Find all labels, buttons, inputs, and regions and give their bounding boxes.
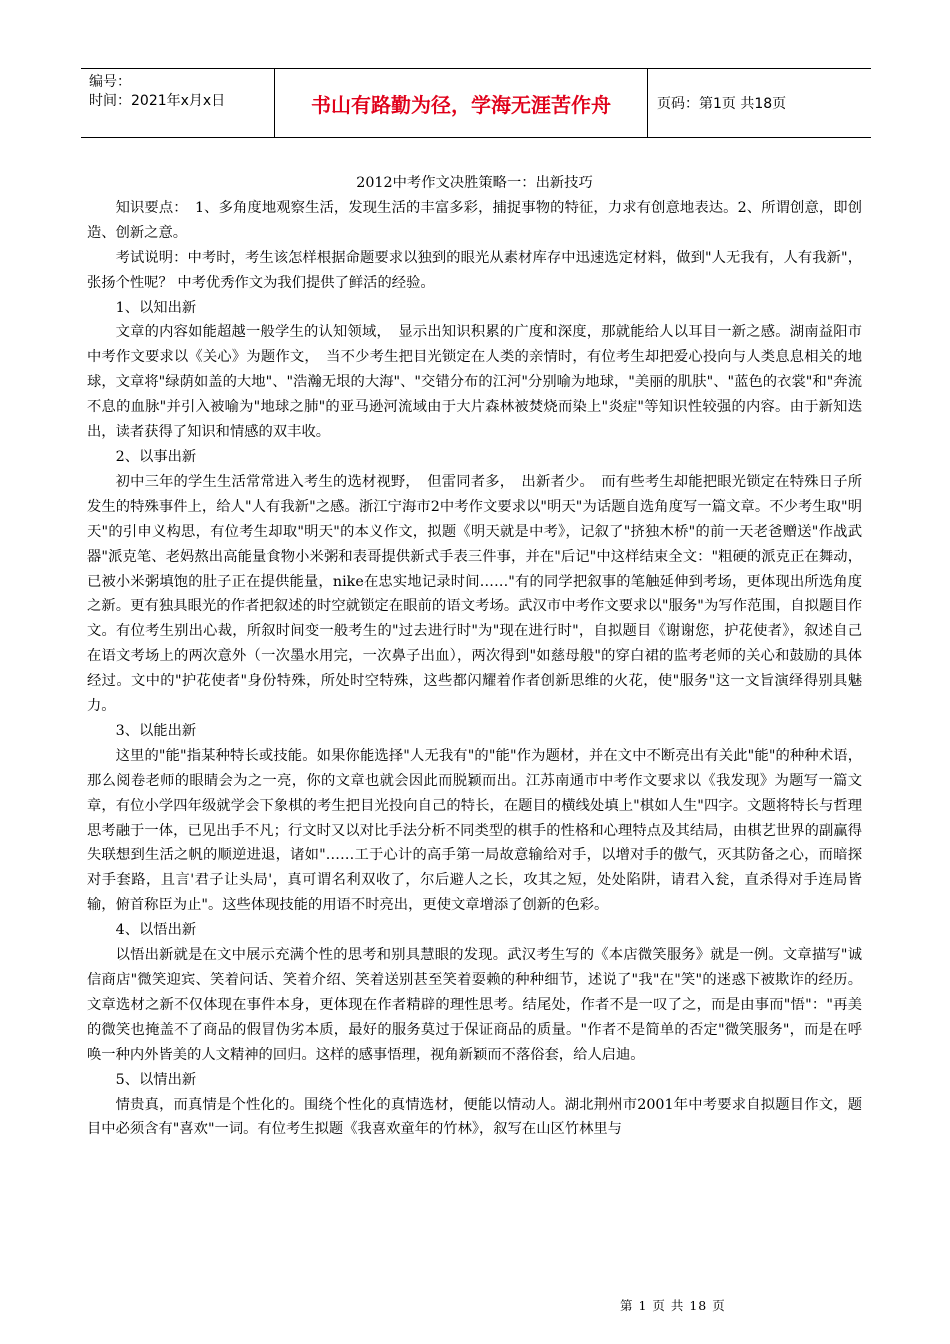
page-header: [81, 68, 871, 138]
section-heading: 4、以悟出新: [115, 922, 197, 939]
header-motto: 书山有路勤为径，学海无涯苦作舟: [275, 69, 648, 137]
paragraph: 情贵真，而真情是个性化的。围绕个性化的真情选材，便能以情动人。湖北荆州市2001年中考要求自拟题目作文，题目中必须含有"喜欢"一词。有位考生拟题《我喜欢童年的竹林》，叙写在山区竹林里与: [87, 1096, 862, 1138]
document-title: 2012中考作文决胜策略一：出新技巧: [356, 175, 593, 191]
date-label: 时间：2021年x月x日: [89, 93, 226, 109]
paragraph: 知识要点： 1、多角度地观察生活，发现生活的丰富多彩，捕捉事物的特征，力求有创意地表达。2、所谓创意，即创造、创新之意。: [87, 199, 862, 241]
paragraph: 以悟出新就是在文中展示充满个性的思考和别具慧眼的发现。武汉考生写的《本店微笑服务》就是一例。文章描写"诚信商店"微笑迎宾、笑着问话、笑着介绍、笑着送别甚至笑着耍赖的种种细节，述说了"我"在"笑"的迷惑下被欺诈的经历。文章选材之新不仅体现在事件本身，更体现在作者精辟的理性思考。结尾处，作者不是一叹了之，而是由事而"悟"："再美的微笑也掩盖不了商品的假冒伪劣本质，最好的服务莫过于保证商品的质量。"作者不是简单的否定"微笑服务"，而是在呼唤一种内外皆美的人文精神的回归。这样的感事悟理，视角新颖而不落俗套，给人启迪。: [87, 947, 862, 1063]
paragraph: 文章的内容如能超越一般学生的认知领域， 显示出知识积累的广度和深度，那就能给人以耳目一新之感。湖南益阳市中考作文要求以《关心》为题作文， 当不少考生把目光锁定在人类的亲情时，有位考生却把爱心投向与人类息息相关的地球，文章将"绿荫如盖的大地"、"浩瀚无垠的大海"、"交错分布的江河"分别喻为地球，"美丽的肌肤"、"蓝色的衣裳"和"奔流不息的血脉"并引入被喻为"地球之肺"的亚马逊河流域由于大片森林被焚烧而染上"炎症"等知识性较强的内容。由于新知迭出，读者获得了知识和情感的双丰收。: [87, 324, 862, 441]
section-heading: 3、以能出新: [115, 722, 197, 739]
section-heading: 5、以情出新: [115, 1071, 197, 1088]
section-heading: 2、以事出新: [115, 448, 197, 465]
paragraph: 这里的"能"指某种特长或技能。如果你能选择"人无我有"的"能"作为题材，并在文中不断亮出有关此"能"的种种术语，那么阅卷老师的眼睛会为之一亮，你的文章也就会因此而脱颖而出。江苏南通市中考作文要求以《我发现》为题写一篇文章，有位小学四年级就学会下象棋的考生把目光投向自己的特长，在题目的横线处填上"棋如人生"四字。文题将特长与哲理思考融于一体，已见出手不凡；行文时又以对比手法分析不同类型的棋手的性格和心理特点及其结局，由棋艺世界的副赢得失联想到生活之帆的顺逆进退，诸如"……工于心计的高手第一局故意输给对手，以增对手的傲气，灭其防备之心，而暗探对手套路，且言'君子让头局'，真可谓名利双收了，尔后避人之长，攻其之短，处处陷阱，请君入瓮，直杀得对手连局皆输，俯首称臣为止"。这些体现技能的用语不时亮出，更使文章增添了创新的色彩。: [87, 747, 862, 914]
serial-label: 编号：: [89, 74, 131, 90]
document-body: [87, 171, 862, 1142]
page-footer: 第 1 页 共 18 页: [620, 1298, 726, 1313]
header-meta: [81, 69, 275, 137]
paragraph: 考试说明：中考时，考生该怎样根据命题要求以独到的眼光从素材库存中迅速选定材料，做到"人无我有，人有我新"，张扬个性呢？ 中考优秀作文为我们提供了鲜活的经验。: [87, 249, 862, 291]
section-heading: 1、以知出新: [115, 299, 197, 316]
paragraph: 初中三年的学生生活常常进入考生的选材视野， 但雷同者多， 出新者少。 而有些考生却能把眼光锁定在特殊日子所发生的特殊事件上，给人"人有我新"之感。浙江宁海市2中考作文要求以"明天"为话题自选角度写一篇文章。不少考生取"明天"的引申义构思，有位考生却取"明天"的本义作文，拟题《明天就是中考》，记叙了"挤独木桥"的前一天老爸赠送"作战武器"派克笔、老妈熬出高能量食物小米粥和表哥提供新式手表三件事，并在"后记"中这样结束全文："粗硬的派克正在舞动，已被小米粥填饱的肚子正在提供能量，nike在忠实地记录时间……"有的同学把叙事的笔触延伸到考场，更体现出所选角度之新。更有独具眼光的作者把叙述的时空就锁定在眼前的语文考场。武汉市中考作文要求以"服务"为写作范围，自拟题目作文。有位考生别出心裁，所叙时间变一般考生的"过去进行时"为"现在进行时"，自拟题目《谢谢您，护花使者》，叙述自己在语文考场上的两次意外（一次墨水用完，一次鼻子出血），两次得到"如慈母般"的穿白裙的监考老师的关心和鼓励的具体经过。文中的"护花使者"身份特殊，所处时空特殊，这些都闪耀着作者创新思维的火花，使"服务"这一文旨演绎得别具魅力。: [87, 473, 862, 715]
header-page-info: 页码：第1页 共18页: [657, 96, 787, 112]
